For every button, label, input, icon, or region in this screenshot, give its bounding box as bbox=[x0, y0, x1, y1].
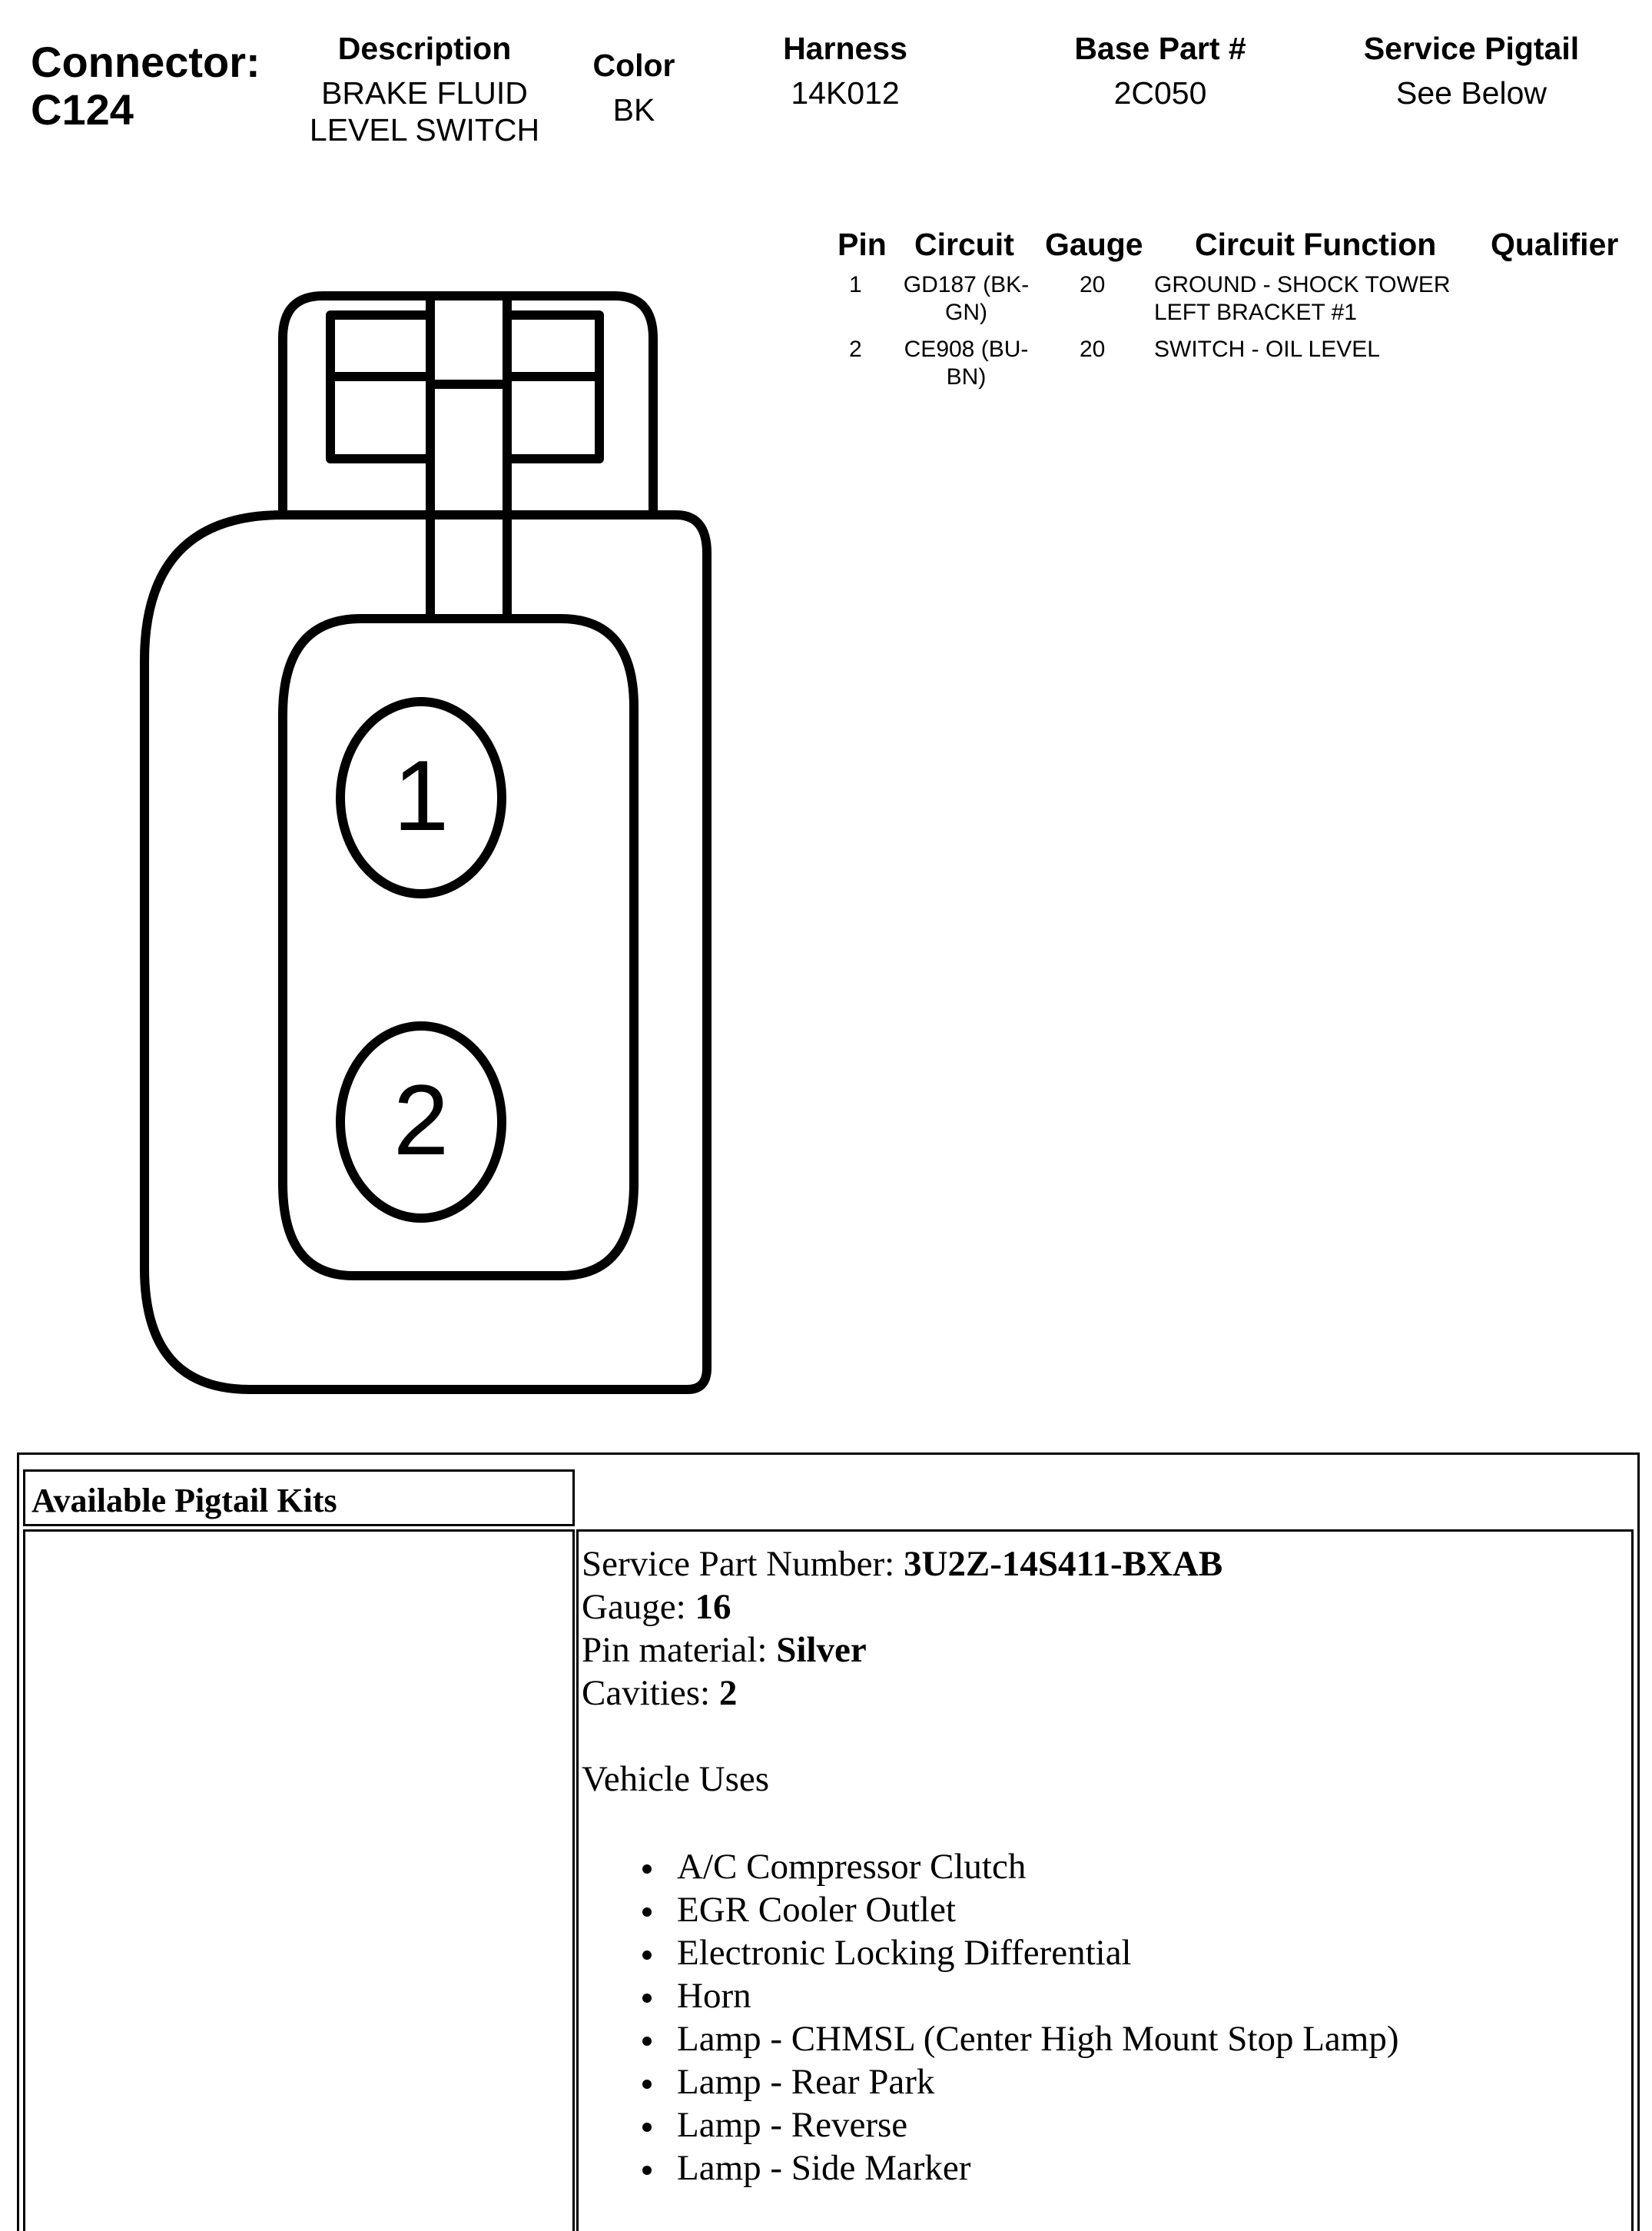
cavities-label: Cavities: bbox=[582, 1673, 719, 1713]
connector-label: Connector: bbox=[31, 38, 260, 86]
pigtail-title: Available Pigtail Kits bbox=[32, 1482, 337, 1519]
row1-function-line1: GROUND - SHOCK TOWER bbox=[1154, 272, 1451, 297]
description-value-line1: BRAKE FLUID bbox=[321, 75, 528, 111]
pin-1-label: 1 bbox=[393, 739, 449, 852]
vehicle-uses-list bbox=[582, 1845, 1398, 2190]
description-value-line2: LEVEL SWITCH bbox=[309, 112, 540, 148]
list-item: Lamp - CHMSL (Center High Mount Stop Lamp) bbox=[582, 2017, 1398, 2060]
description-label: Description bbox=[337, 31, 512, 66]
pin-material-line bbox=[582, 1628, 1398, 1672]
row1-gauge: 20 bbox=[1080, 272, 1106, 297]
list-item: Electronic Locking Differential bbox=[582, 1931, 1398, 1974]
pin-header: Pin bbox=[838, 227, 887, 262]
cavities-value: 2 bbox=[718, 1673, 738, 1713]
list-item: Lamp - Reverse bbox=[582, 2103, 1398, 2146]
cavities-line bbox=[582, 1672, 1398, 1715]
pin-material-value: Silver bbox=[776, 1630, 867, 1670]
color-label: Color bbox=[592, 48, 675, 83]
list-item: Lamp - Rear Park bbox=[582, 2060, 1398, 2103]
base-part-label: Base Part # bbox=[1074, 31, 1246, 66]
harness-value: 14K012 bbox=[791, 75, 900, 111]
row1-circuit-line2: GN) bbox=[945, 300, 987, 325]
gauge-header: Gauge bbox=[1045, 227, 1143, 262]
connector-id: C124 bbox=[31, 85, 134, 134]
pigtail-image-box bbox=[23, 1529, 575, 2231]
list-item: Horn bbox=[582, 1974, 1398, 2017]
gauge-line bbox=[582, 1585, 1398, 1628]
row2-circuit-line1: CE908 (BU- bbox=[904, 337, 1029, 362]
base-part-value: 2C050 bbox=[1113, 75, 1207, 111]
list-item: A/C Compressor Clutch bbox=[582, 1845, 1398, 1888]
circuit-header: Circuit bbox=[914, 227, 1014, 262]
row1-function bbox=[1154, 271, 1451, 327]
pigtail-title-box bbox=[23, 1469, 575, 1526]
row2-gauge: 20 bbox=[1080, 337, 1106, 362]
list-item: EGR Cooler Outlet bbox=[582, 1888, 1398, 1931]
vehicle-uses-label: Vehicle Uses bbox=[582, 1759, 770, 1799]
row1-circuit-line1: GD187 (BK- bbox=[903, 272, 1030, 297]
row2-function bbox=[1154, 336, 1380, 364]
service-part-value: 3U2Z-14S411-BXAB bbox=[903, 1544, 1223, 1584]
row1-function-line2: LEFT BRACKET #1 bbox=[1154, 300, 1357, 325]
harness-column bbox=[738, 31, 953, 111]
row1-circuit bbox=[884, 271, 1049, 327]
connector-tab bbox=[430, 296, 507, 619]
row1-pin: 1 bbox=[849, 272, 862, 297]
service-pigtail-value: See Below bbox=[1395, 75, 1547, 111]
pin-material-label: Pin material: bbox=[582, 1630, 777, 1670]
qualifier-header: Qualifier bbox=[1491, 227, 1619, 262]
function-header: Circuit Function bbox=[1195, 227, 1437, 262]
row2-function-line1: SWITCH - OIL LEVEL bbox=[1154, 337, 1380, 362]
row2-circuit bbox=[884, 336, 1049, 391]
service-pigtail-column bbox=[1329, 31, 1614, 111]
service-part-label: Service Part Number: bbox=[582, 1544, 904, 1584]
gauge-value: 16 bbox=[695, 1587, 731, 1627]
row2-pin: 2 bbox=[849, 337, 862, 362]
harness-label: Harness bbox=[783, 31, 907, 66]
pigtail-details bbox=[582, 1542, 1398, 2190]
base-part-column bbox=[1030, 31, 1291, 111]
service-pigtail-label: Service Pigtail bbox=[1363, 31, 1580, 66]
service-part-line bbox=[582, 1542, 1398, 1585]
list-item: Lamp - Side Marker bbox=[582, 2146, 1398, 2190]
gauge-label: Gauge: bbox=[582, 1587, 695, 1627]
pin-2-label: 2 bbox=[393, 1064, 449, 1176]
color-value: BK bbox=[612, 92, 655, 128]
row2-circuit-line2: BN) bbox=[946, 364, 987, 390]
pigtail-details-box bbox=[576, 1529, 1634, 2231]
connector-diagram bbox=[0, 0, 768, 1422]
